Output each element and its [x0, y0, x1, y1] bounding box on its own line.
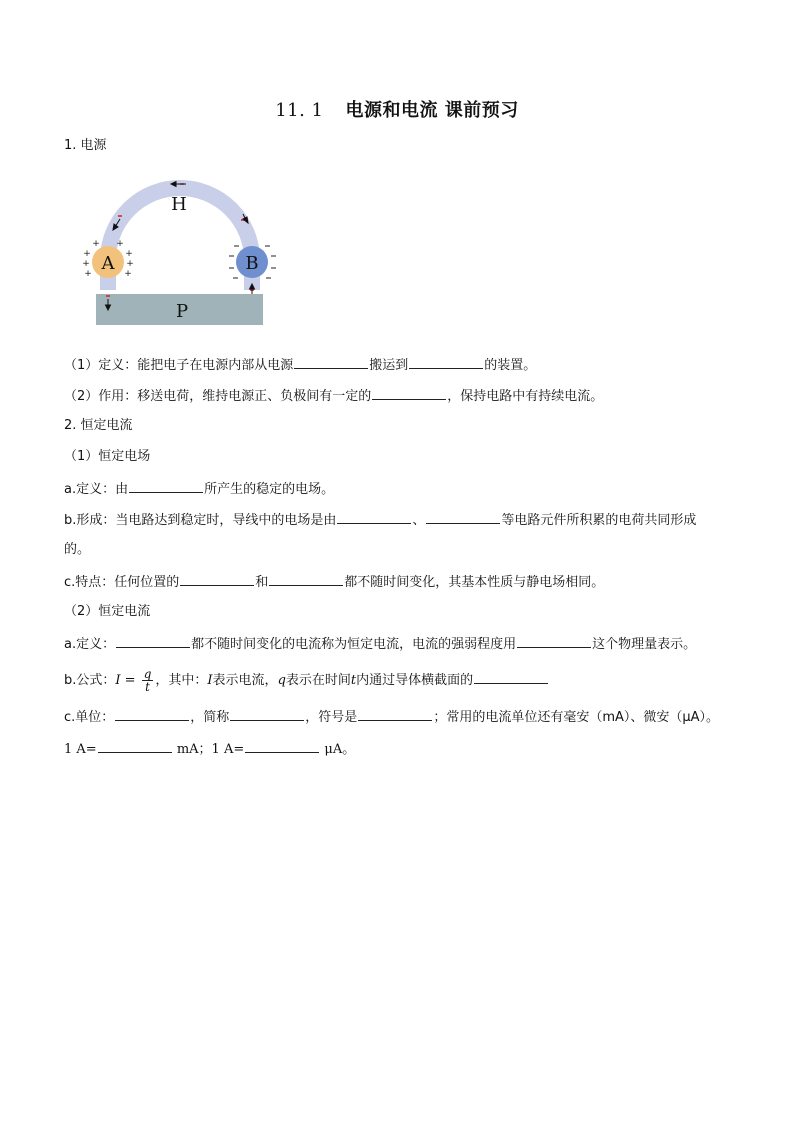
- svg-text:+: +: [92, 239, 100, 249]
- current-def-text-b: 都不随时间变化的电流称为恒定电流，电流的强弱程度用: [191, 637, 517, 652]
- formula-var-t: t: [350, 673, 357, 688]
- formula-text-d: 表示在时间: [285, 673, 351, 688]
- s1-def-text-b: 搬运到: [369, 358, 409, 373]
- field-feat-text-b: 和: [255, 575, 269, 590]
- s1-def-text-c: 的装置。: [484, 358, 537, 373]
- label-b: B: [245, 253, 259, 274]
- unit-conversion: [64, 738, 355, 760]
- s1-func-text-b: ，保持电路中有持续电流。: [447, 389, 604, 404]
- field-form-text-c: 等电路元件所积累的电荷共同形成: [501, 513, 697, 528]
- s1-def-text-a: （1）定义：能把电子在电源内部从电源: [64, 358, 294, 373]
- blank-field[interactable]: [409, 354, 483, 369]
- field-feat-text-a: c.特点：任何位置的: [64, 575, 180, 590]
- field-def-text-a: a.定义：由: [64, 482, 129, 497]
- blank-field[interactable]: [294, 354, 368, 369]
- blank-field[interactable]: [98, 738, 172, 753]
- field-form-text-a: b.形成：当电路达到稳定时，导线中的电场是由: [64, 513, 337, 528]
- formula-fraction: [142, 668, 154, 693]
- blank-field[interactable]: [129, 478, 203, 493]
- formula-equals: =: [120, 673, 140, 688]
- formula-label: b.公式：: [64, 673, 116, 688]
- current-def-text-a: a.定义：: [64, 637, 116, 652]
- formula-text-e: 内通过导体横截面的: [356, 673, 474, 688]
- formula-denominator: t: [145, 680, 150, 694]
- unit-text-d: ；常用的电流单位还有毫安（mA）、微安（μA）。: [433, 710, 720, 725]
- field-form-text-b: 、: [412, 513, 426, 528]
- svg-text:+: +: [125, 249, 133, 259]
- field-formation-cont: 的。: [64, 542, 91, 557]
- unit-text-b: ，简称: [190, 710, 230, 725]
- title-text: 电源和电流 课前预习: [345, 100, 519, 121]
- current-unit: [64, 706, 719, 728]
- current-formula: [64, 664, 549, 698]
- unit-text-c: ，符号是: [305, 710, 358, 725]
- blank-field[interactable]: [245, 738, 319, 753]
- current-def-text-c: 这个物理量表示。: [592, 637, 697, 652]
- power-source-diagram: [78, 172, 278, 332]
- svg-text:+: +: [116, 239, 124, 249]
- svg-text:+: +: [83, 249, 91, 259]
- field-features: [64, 571, 604, 593]
- svg-text:+: +: [82, 259, 90, 269]
- blank-field[interactable]: [426, 509, 500, 524]
- conv-text-b: mA；1 A=: [172, 742, 245, 757]
- svg-text:+: +: [84, 269, 92, 279]
- title-number: 11. 1: [275, 100, 324, 121]
- field-definition: [64, 478, 334, 500]
- conv-text-c: μA。: [320, 742, 356, 757]
- conv-text-a: 1 A=: [64, 742, 97, 757]
- blank-field[interactable]: [474, 669, 548, 684]
- blank-field[interactable]: [358, 706, 432, 721]
- blank-field[interactable]: [115, 706, 189, 721]
- blank-field[interactable]: [269, 571, 343, 586]
- s1-definition: [64, 354, 536, 376]
- section-2-heading: 2. 恒定电流: [64, 418, 133, 433]
- field-def-text-b: 所产生的稳定的电场。: [204, 482, 335, 497]
- blank-field[interactable]: [116, 633, 190, 648]
- section-1-heading: 1. 电源: [64, 138, 107, 153]
- formula-lhs: I: [115, 673, 121, 688]
- sub-heading-constant-field: （1）恒定电场: [64, 449, 151, 464]
- field-feat-text-c: 都不随时间变化，其基本性质与静电场相同。: [344, 575, 605, 590]
- blank-field[interactable]: [180, 571, 254, 586]
- blank-field[interactable]: [337, 509, 411, 524]
- blank-field[interactable]: [230, 706, 304, 721]
- formula-text-b: ，其中：: [155, 673, 208, 688]
- unit-text-a: c.单位：: [64, 710, 115, 725]
- sub-heading-constant-current: （2）恒定电流: [64, 604, 151, 619]
- formula-var-i: I: [207, 673, 213, 688]
- label-a: A: [101, 253, 115, 274]
- svg-text:+: +: [124, 269, 132, 279]
- s1-func-text-a: （2）作用：移送电荷，维持电源正、负极间有一定的: [64, 389, 372, 404]
- formula-text-c: 表示电流，: [212, 673, 278, 688]
- field-formation: [64, 509, 696, 531]
- svg-text:+: +: [126, 259, 134, 269]
- formula-numerator: q: [143, 667, 152, 681]
- label-h: H: [171, 194, 187, 215]
- current-definition: [64, 633, 696, 655]
- blank-field[interactable]: [517, 633, 591, 648]
- formula-var-q: q: [277, 673, 286, 688]
- page-title: [0, 96, 794, 122]
- blank-field[interactable]: [372, 385, 446, 400]
- label-p: P: [175, 301, 189, 322]
- s1-function: [64, 385, 603, 407]
